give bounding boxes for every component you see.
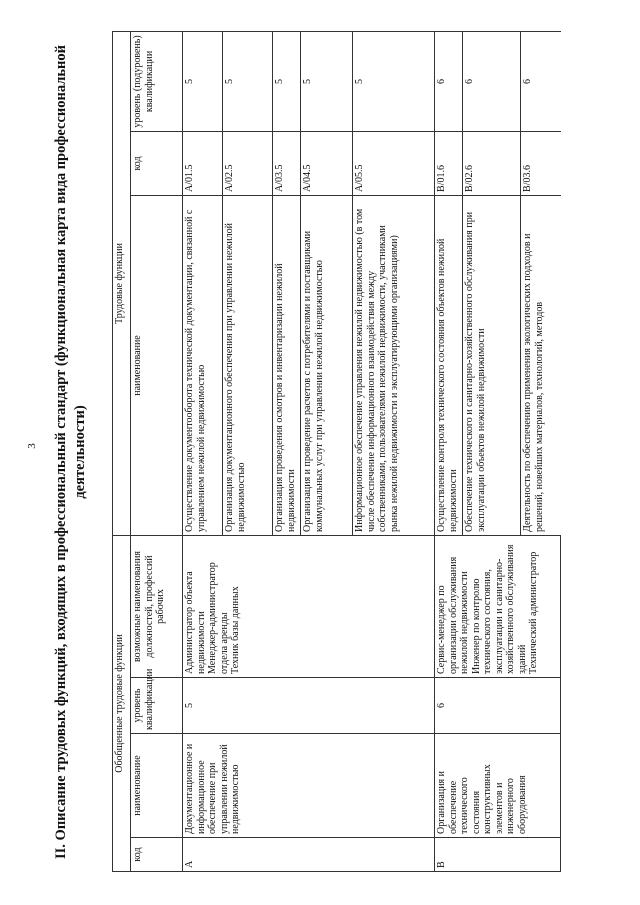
function-level: 6 [435,31,463,131]
page-title: II. Описание трудовых функций, входящих в профессиональный стандарт (функциональная карта вида профессиональной деятельности) [53,45,88,859]
function-name: Организация и проведение расчетов с потребителями и поставщиками коммунальных услуг при управлении нежилой недвижимостью [301,195,353,535]
position-item: Сервис-менеджер по организации обслуживания нежилой недвижимости [436,556,470,674]
group-level: 5 [183,678,435,734]
functional-map-table [112,31,561,872]
function-code: A/01.5 [183,131,223,195]
group-name: Организация и обеспечение технического состояния конструктивных элементов и инженерного оборудования [435,734,561,838]
function-name: Организация документационного обеспечения при управлении нежилой недвижимостью [223,195,273,535]
group-positions [435,535,561,677]
function-level: 5 [273,31,301,131]
table-row [183,31,223,871]
position-item: Администратор объекта недвижимости [184,571,207,674]
function-name: Организация проведения осмотров и инвентаризации нежилой недвижимости [273,195,301,535]
function-level: 5 [301,31,353,131]
position-item: Инженер по контролю технического состояния, эксплуатации и санитарно-хозяйственного обслуживания зданий [470,544,528,674]
group-code: В [435,838,561,872]
header-tf-name: наименование [131,195,183,535]
function-code: B/01.6 [435,131,463,195]
function-code: A/05.5 [353,131,435,195]
position-item: Технический администратор [528,551,539,674]
function-name: Деятельность по обеспечению применения экологических подходов и решений, новейших материалов, технологий, методов [521,195,561,535]
header-tf-level: уровень (подуровень) квалификации [131,31,183,131]
function-code: A/03.5 [273,131,301,195]
group-level: 6 [435,678,561,734]
header-generalized: Обобщенные трудовые функции [113,535,131,871]
group-code: А [183,838,435,872]
header-code: код [131,838,183,872]
function-name: Осуществление документооборота технической документации, связанной с управлением нежилой недвижимостью [183,195,223,535]
group-positions [183,535,435,677]
function-name: Осуществление контроля технического состояния объектов нежилой недвижимости [435,195,463,535]
position-item: Менеджер-администратор отдела аренды [207,562,230,674]
function-code: B/03.6 [521,131,561,195]
function-level: 5 [223,31,273,131]
function-code: B/02.6 [463,131,521,195]
header-name: наименование [131,734,183,838]
page-number: 3 [26,443,38,449]
function-level: 6 [521,31,561,131]
function-level: 5 [353,31,435,131]
group-name: Документационное и информационное обеспечение при управлении нежилой недвижимостью [183,734,435,838]
function-code: A/04.5 [301,131,353,195]
header-level: уровень квалификации [131,678,183,734]
function-level: 6 [463,31,521,131]
function-name: Информационное обеспечение управления нежилой недвижимостью (в том числе обеспечение информационного взаимодействия между собственниками, пользователями нежилой недвижимости, участниками рынка нежилой недвижимости и эксплуатирующими организациями) [353,195,435,535]
position-item: Техник базы данных [230,586,241,674]
table-row [435,31,463,871]
header-functions: Трудовые функции [113,31,131,535]
rotated-page [52,32,622,872]
header-positions: возможные наименования должностей, профессий рабочих [131,535,183,677]
function-level: 5 [183,31,223,131]
header-tf-code: код [131,131,183,195]
function-code: A/02.5 [223,131,273,195]
function-name: Обеспечение технического и санитарно-хозяйственного обслуживания при эксплуатации объектов нежилой недвижимости [463,195,521,535]
